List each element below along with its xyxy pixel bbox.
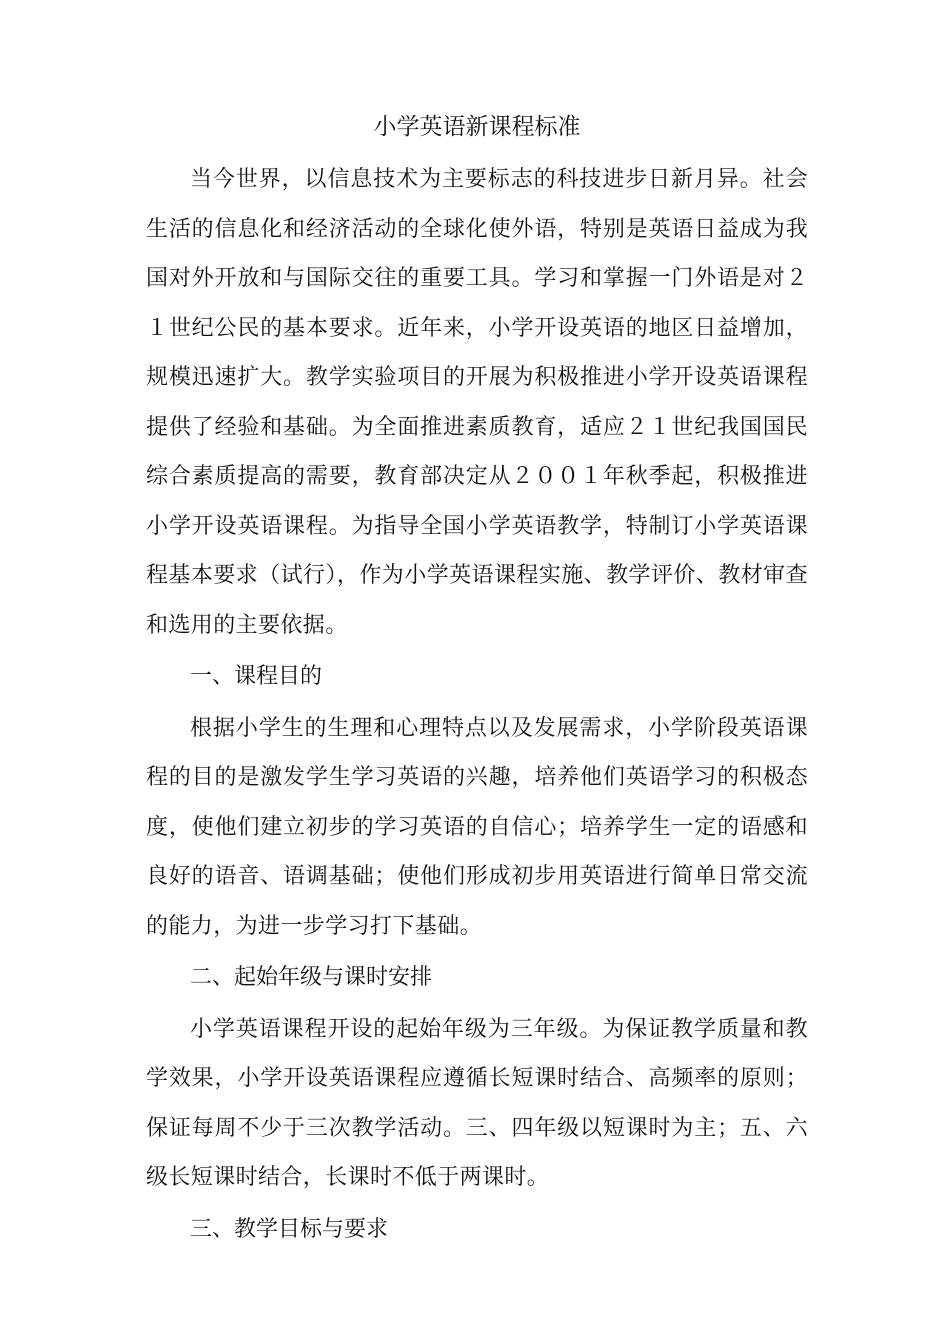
section-body-start-grade: 小学英语课程开设的起始年级为三年级。为保证教学质量和教学效果，小学开设英语课程应遵循长短课时结合、高频率的原则；保证每周不少于三次教学活动。三、四年级以短课时为主；五、六级长短课时结合，长课时不低于两课时。 <box>146 1016 808 1190</box>
document-page <box>146 112 808 1256</box>
section-heading-start-grade: 二、起始年级与课时安排 <box>190 965 433 990</box>
intro-paragraph: 当今世界，以信息技术为主要标志的科技进步日新月异。社会生活的信息化和经济活动的全球化使外语，特别是英语日益成为我国对外开放和与国际交往的重要工具。学习和掌握一门外语是对２１世纪公民的基本要求。近年来，小学开设英语的地区日益增加，规模迅速扩大。教学实验项目的开展为积极推进小学开设英语课程提供了经验和基础。为全面推进素质教育，适应２１世纪我国国民综合素质提高的需要，教育部决定从２００１年秋季起，积极推进小学开设英语课程。为指导全国小学英语教学，特制订小学英语课程基本要求（试行），作为小学英语课程实施、教学评价、教材审查和选用的主要依据。 <box>146 167 808 638</box>
section-body-course-purpose: 根据小学生的生理和心理特点以及发展需求，小学阶段英语课程的目的是激发学生学习英语的兴趣，培养他们英语学习的积极态度，使他们建立初步的学习英语的自信心；培养学生一定的语感和良好的语音、语调基础；使他们形成初步用英语进行简单日常交流的能力，为进一步学习打下基础。 <box>146 715 808 939</box>
document-title: 小学英语新课程标准 <box>373 114 581 140</box>
section-heading-course-purpose: 一、课程目的 <box>190 664 323 689</box>
section-heading-teaching-goals: 三、教学目标与要求 <box>190 1216 389 1242</box>
